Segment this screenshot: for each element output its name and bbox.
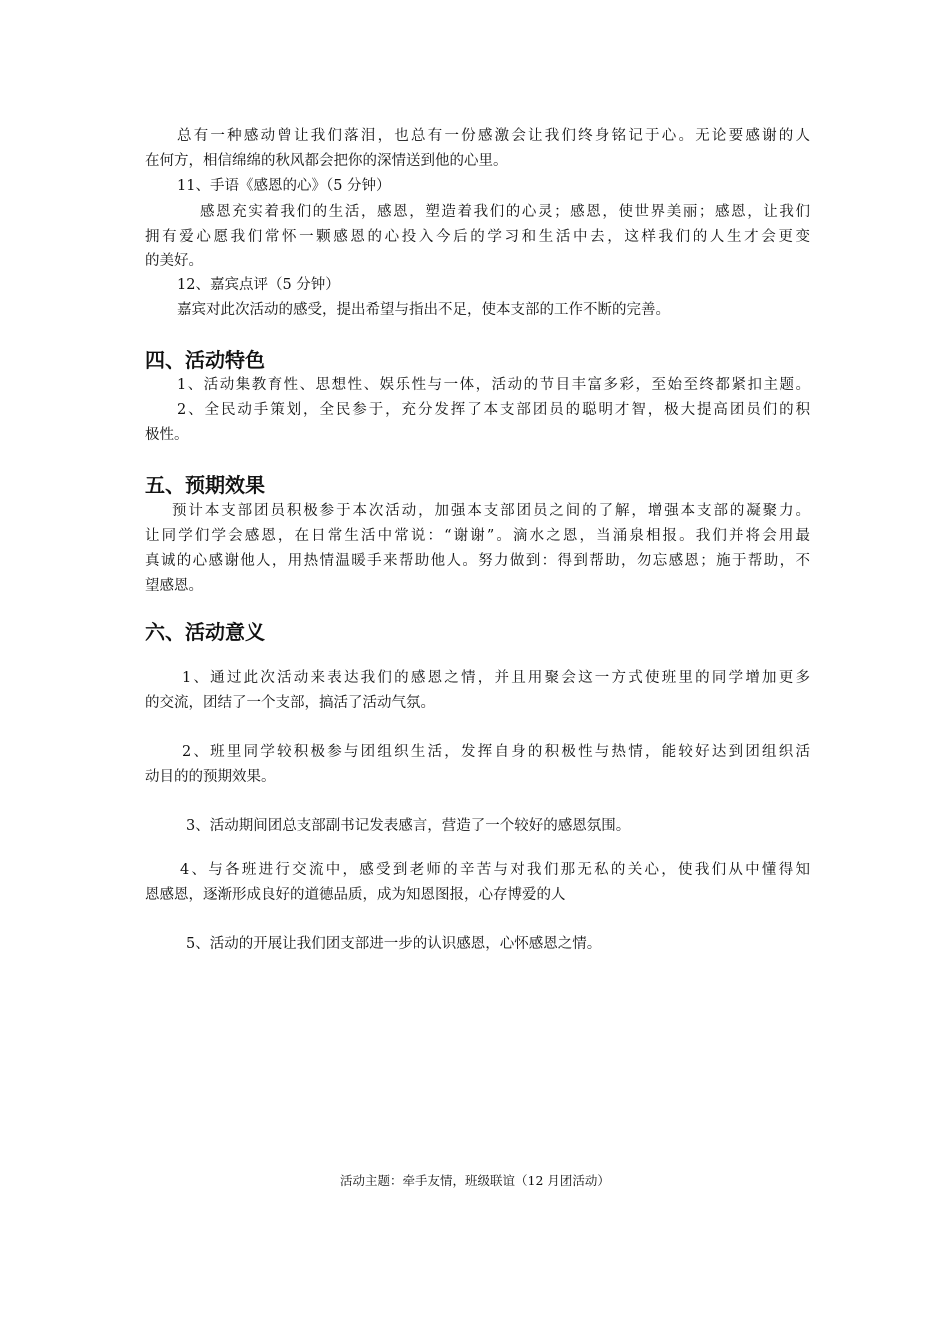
section-heading: 六、活动意义 [145, 620, 265, 644]
item-title: 11、手语《感恩的心》（5 分钟） [177, 178, 391, 194]
section-heading: 四、活动特色 [145, 348, 265, 372]
paragraph-line: 4、与各班进行交流中，感受到老师的辛苦与对我们那无私的关心，使我们从中懂得知 [180, 862, 810, 878]
item-title: 12、嘉宾点评（5 分钟） [177, 277, 340, 293]
paragraph-line: 预计本支部团员积极参于本次活动，加强本支部团员之间的了解，增强本支部的凝聚力。 [172, 503, 810, 519]
paragraph-line: 极性。 [145, 427, 189, 443]
paragraph-line: 感恩充实着我们的生活，感恩，塑造着我们的心灵；感恩，使世界美丽；感恩，让我们 [200, 204, 810, 220]
page-footer: 活动主题：牵手友情，班级联谊（12 月团活动） [340, 1173, 610, 1188]
paragraph-line: 1、活动集教育性、思想性、娱乐性与一体，活动的节目丰富多彩，至始至终都紧扣主题。 [177, 377, 810, 393]
paragraph-line: 2、班里同学较积极参与团组织生活，发挥自身的积极性与热情，能较好达到团组织活 [182, 744, 810, 760]
paragraph-line: 望感恩。 [145, 578, 203, 594]
paragraph-line: 总有一种感动曾让我们落泪，也总有一份感激会让我们终身铭记于心。无论要感谢的人 [177, 128, 810, 144]
paragraph-line: 5、活动的开展让我们团支部进一步的认识感恩，心怀感恩之情。 [186, 936, 602, 952]
paragraph-line: 的交流，团结了一个支部，搞活了活动气氛。 [145, 695, 435, 711]
paragraph-line: 真诚的心感谢他人，用热情温暖手来帮助他人。努力做到：得到帮助，勿忘感恩；施于帮助，不 [145, 553, 810, 569]
paragraph-line: 1、通过此次活动来表达我们的感恩之情，并且用聚会这一方式使班里的同学增加更多 [182, 670, 810, 686]
paragraph-line: 嘉宾对此次活动的感受，提出希望与指出不足，使本支部的工作不断的完善。 [177, 302, 670, 318]
paragraph-line: 让同学们学会感恩，在日常生活中常说：“谢谢”。滴水之恩，当涌泉相报。我们并将会用最 [145, 528, 810, 544]
paragraph-line: 动目的的预期效果。 [145, 769, 276, 785]
paragraph-line: 恩感恩，逐渐形成良好的道德品质，成为知恩图报，心存博爱的人 [145, 887, 566, 903]
paragraph-line: 3、活动期间团总支部副书记发表感言，营造了一个较好的感恩氛围。 [186, 818, 631, 834]
paragraph-line: 的美好。 [145, 253, 203, 269]
paragraph-line: 拥有爱心愿我们常怀一颗感恩的心投入今后的学习和生活中去，这样我们的人生才会更变 [145, 229, 810, 245]
paragraph-line: 在何方，相信绵绵的秋风都会把你的深情送到他的心里。 [145, 153, 508, 169]
section-heading: 五、预期效果 [145, 473, 265, 497]
paragraph-line: 2、全民动手策划，全民参于，充分发挥了本支部团员的聪明才智，极大提高团员们的积 [177, 402, 810, 418]
